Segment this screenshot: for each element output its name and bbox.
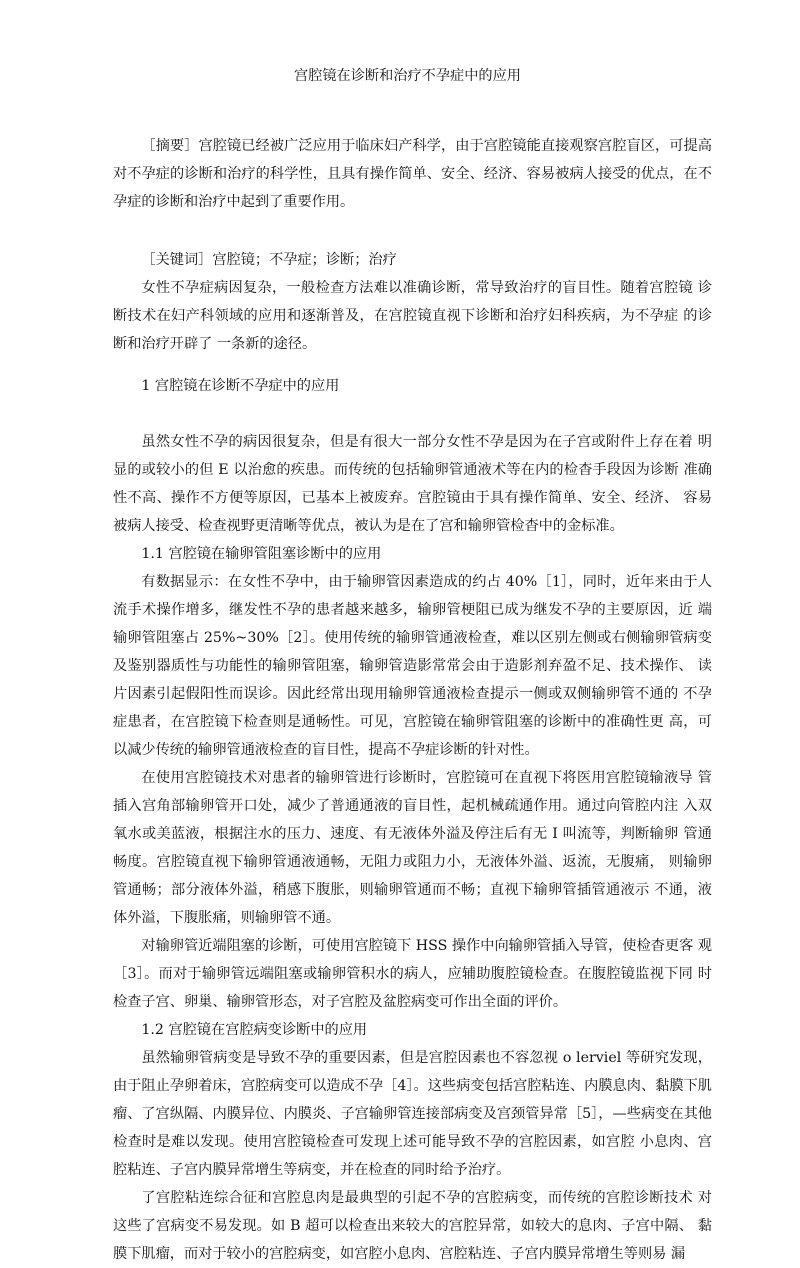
subsection-1-2-paragraph-2: 了宫腔粘连综合征和宫腔息肉是最典型的引起不孕的宫腔病变，而传统的宫腔诊断技术 对这些了宫病变不易发现。如 B 超可以检查出来较大的宫腔异常，如较大的息肉、子宫中隔、 黏膜下肌瘤，而对于较小的宫腔病变，如宫腔小息肉、宫腔粘连、子宫内膜异常增生等则易 漏: [113, 1190, 712, 1262]
section-1-paragraph-1: 虽然女性不孕的病因很复杂，但是有很大一部分女性不孕是因为在子宫或附件上存在着 明显的或较小的但 E 以治愈的疾患。而传统的包括输卵管通液术等在内的检杳手段因为诊断 准确性不高、操作不方便等原因，已基本上被废弃。宫腔镜由于具有操作简单、安全、经济、 容易被病人接受、检查视野更清晰等优点，被认为是在了宫和输卵管检杳中的金标准。: [113, 434, 712, 534]
abstract-paragraph: ［摘要］宫腔镜已经被广泛应用于临床妇产科学，由于宫腔镜能直接观察宫腔盲区，可提高对不孕症的诊断和治疗的科学性，且具有操作简单、安全、经济、容易被病人接受的优点，在不孕症的诊断和治疗中起到了重要作用。: [113, 138, 712, 210]
subsection-1-1-heading: 1.1 宫腔镜在输卵管阻塞诊断中的应用: [141, 546, 382, 562]
subsection-1-2-heading: 1.2 宫腔镜在宫腔病变诊断中的应用: [141, 1022, 368, 1038]
section-1-heading: 1 宫腔镜在诊断不孕症中的应用: [141, 378, 340, 394]
subsection-1-1-paragraph-1: 有数据显示：在女性不孕中，由于输卵管因素造成的约占 40%［1］，同时，近年来由于人流手术操作增多，继发性不孕的患者越来越多，输卵管梗阻已成为继发不孕的主要原因，近 端输卵管阻塞占 25%~30%［2］。使用传统的输卵管通液检查，难以区别左侧或右侧输卵管病变 及鉴别器质性与功能性的输卵管阻塞，输卵管造影常常会由于造影剂弃盈不足、技术操作、 读片因素引起假阳性而误诊。因此经常出现用输卵管通液检查提示一侧或双侧输卵管不通的 不孕症患者，在宫腔镜下检查则是通畅性。可见，宫腔镜在输卵管阻塞的诊断中的准确性更 高，可以减少传统的输卵管通液检查的盲目性，提高不孕症诊断的针对性。: [113, 574, 712, 758]
document-title: 宫腔镜在诊断和治疗不孕症中的应用: [293, 68, 521, 84]
subsection-1-2-paragraph-1: 虽然输卵管病变是导致不孕的重要因素，但是宫腔因素也不容忽视 o lerviel 等研究发现，由于阻止孕卵着床，宫腔病变可以造成不孕［4］。这些病变包括宫腔粘连、内膜息肉、黏膜下肌瘤、了宫纵隔、内膜异位、内膜炎、子宫输卵管连接部病变及宫颈管异常［5］，—些病变在其他检查时是难以发现。使用宫腔镜检查可发现上述可能导致不孕的宫腔因素，如宫腔 小息肉、宫腔粘连、子宫内膜异常增生等病变，并在检查的同时给予治疗。: [113, 1050, 712, 1178]
keywords-paragraph: ［关键词］宫腔镜；不孕症；诊断；治疗: [141, 252, 397, 268]
intro-paragraph: 女性不孕症病因复杂，一般检查方法难以准确诊断，常导致治疗的盲目性。随着宫腔镜 诊断技术在妇产科领域的应用和逐渐普及，在宫腔镜直视下诊断和治疗妇科疾病，为不孕症 的诊断和治疗开辟了 一条新的途径。: [113, 280, 712, 352]
subsection-1-1-paragraph-3: 对输卵管近端阻塞的诊断，可使用宫腔镜下 HSS 操作中向输卵管插入导管，使检杳更客 观［3］。而对于输卵管远端阻塞或输卵管积水的病人，应辅助腹腔镜检查。在腹腔镜监视下同 时检查子宫、卵巢、输卵管形态，对子宫腔及盆腔病变可作出全面的评价。: [113, 938, 712, 1010]
subsection-1-1-paragraph-2: 在使用宫腔镜技术对患者的输卵管进行诊断时，宫腔镜可在直视下将医用宫腔镜输液导 管插入宫角部输卵管开口处，减少了普通通液的盲目性，起机械疏通作用。通过向管腔内注 入双氧水或美蓝液，根据注水的压力、速度、有无液体外溢及停注后有无 I 叫流等，判断输卵 管通畅度。宫腔镜直视下输卵管通液通畅，无阻力或阻力小，无液体外溢、返流，无腹痛， 则输卵管通畅；部分液体外溢，稍感下腹胀，则输卵管通而不畅；直视下输卵管插管通液示 不通，液体外溢，下腹胀痛，则输卵管不通。: [113, 770, 712, 926]
